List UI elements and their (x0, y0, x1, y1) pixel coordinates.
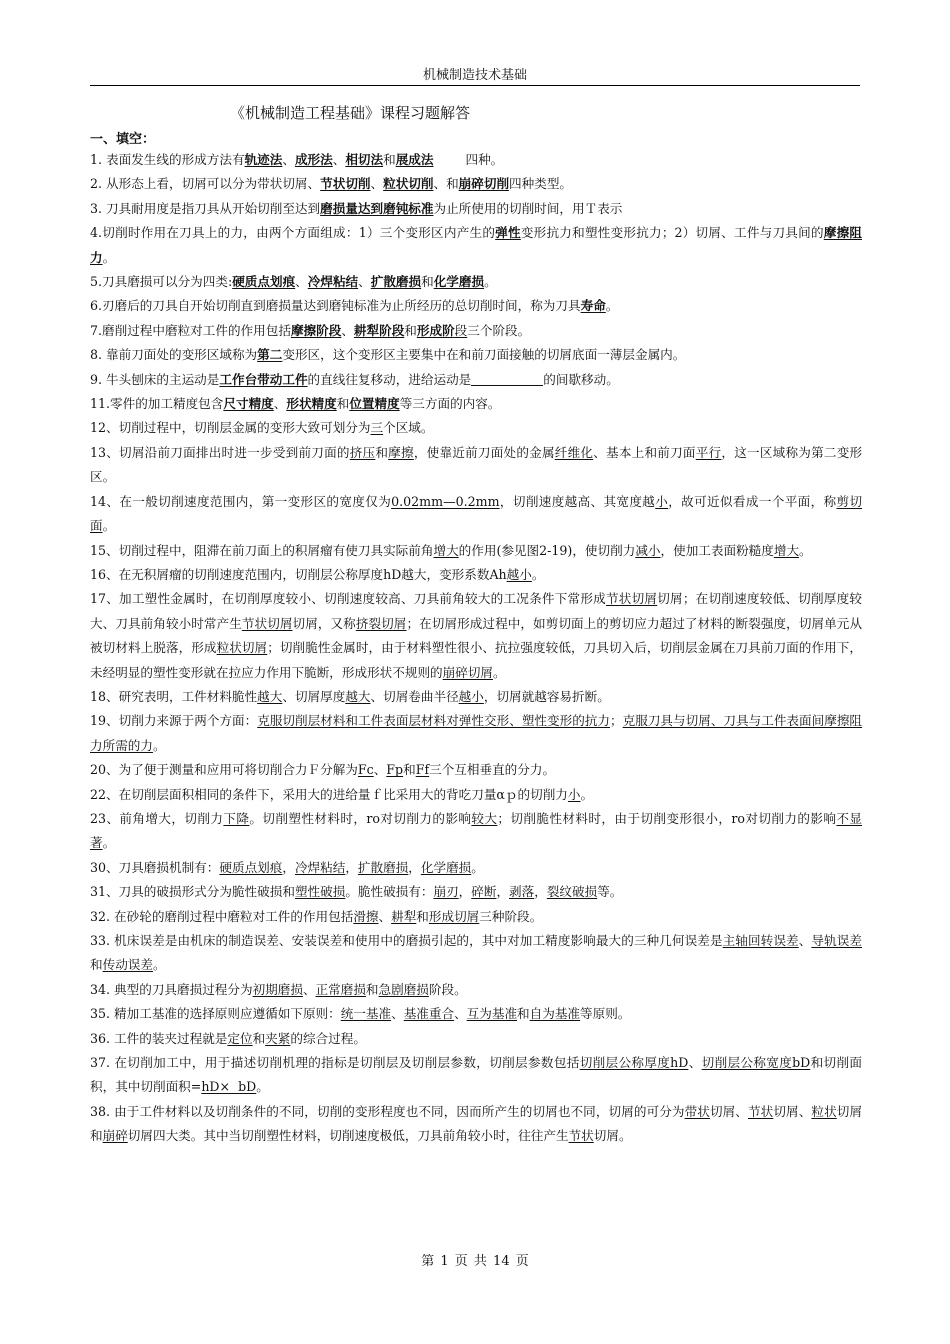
question-1: 1. 表面发生线的形成方法有轨迹法、成形法、相切法和展成法 四种。 (90, 152, 504, 167)
question-13: 13、切屑沿前刀面排出时进一步受到前刀面的挤压和摩擦，使靠近前刀面处的金属纤维化、基本上和前刀面平行，这一区域称为第二变形区。 (90, 444, 863, 485)
question-5: 5.刀具磨损可以分为四类:硬质点划痕、冷焊粘结、扩散磨损和化学磨损。 (90, 274, 497, 290)
question-34: 34. 典型的刀具磨损过程分为初期磨损、正常磨损和急剧磨损阶段。 (90, 981, 467, 997)
question-30: 30、刀具磨损机制有：硬质点划痕，冷焊粘结，扩散磨损，化学磨损。 (90, 859, 484, 875)
question-23: 23、前角增大，切削力下降。切削塑性材料时，ro对切削力的影响较大；切削脆性材料时，由于切削变形很小，ro对切削力的影响不显著。 (90, 810, 862, 851)
question-4: 4.切削时作用在刀具上的力，由两个方面组成：1）三个变形区内产生的弹性变形抗力和塑性变形抗力；2）切屑、工件与刀具间的摩擦阻力。 (90, 225, 863, 265)
question-19: 19、切削力来源于两个方面：克服切削层材料和工件表面层材料对弹性交形、塑性变形的抗力；克服刀具与切屑、刀具与工件表面间摩擦阻力所需的力。 (90, 713, 863, 753)
question-20: 20、为了便于测量和应用可将切削合力Ｆ分解为Fc、Fp和Ff三个互相垂直的分力。 (90, 762, 556, 778)
header-divider (90, 85, 860, 86)
page-footer: 第 1 页 共 14 页 (421, 1254, 529, 1269)
question-35: 35. 精加工基准的选择原则应遵循如下原则：统一基准、基准重合、互为基准和自为基准等原则。 (90, 1006, 631, 1022)
question-37: 37. 在切削加工中，用于描述切削机理的指标是切削层及切削层参数，切削层参数包括切削层公称厚度hD、切削层公称宽度bD和切削面积，其中切削面积=hD× bD。 (90, 1055, 862, 1095)
question-15: 15、切削过程中，阻滞在前刀面上的积屑瘤有使刀具实际前角增大的作用(参见图2-19)，使切削力减小，使加工表面粉糙度增大。 (90, 542, 812, 558)
question-list (90, 148, 862, 1149)
question-7: 7.磨削过程中磨粒对工件的作用包括摩擦阶段、耕犁阶段和形成阶段三个阶段。 (90, 322, 531, 338)
question-6: 6.刃磨后的刀具自开始切削直到磨损量达到磨钝标准为止所经历的总切削时间，称为刀具寿命。 (90, 298, 619, 314)
question-32: 32. 在砂轮的磨削过程中磨粒对工件的作用包括滑擦、耕犁和形成切屑三种阶段。 (90, 908, 543, 924)
blank-underline (471, 371, 543, 386)
question-38: 38. 由于工件材料以及切削条件的不同，切削的变形程度也不同，因而所产生的切屑也不同，切屑的可分为带状切屑、节状切屑、粒状切屑和崩碎切屑四大类。其中当切削塑性材料，切削速度极低，刀具前角较小时，往往产生节状切屑。 (90, 1103, 863, 1144)
question-33: 33. 机床误差是由机床的制造误差、安装误差和使用中的磨损引起的，其中对加工精度影响最大的三种几何误差是主轴回转误差、导轨误差和传动误差。 (90, 933, 863, 973)
question-17: 17、加工塑性金属时，在切削厚度较小、切削速度较高、刀具前角较大的工况条件下常形成节状切屑切屑；在切削速度较低、切削厚度较大、刀具前角较小时常产生节状切屑切屑，又称挤裂切屑；在切屑形成过程中，如剪切面上的剪切应力超过了材料的断裂强度，切屑单元从被切材料上脱落，形成粒状切屑；切削脆性金属时，由于材料塑性很小、抗拉强度较低，刀具切入后，切削层金属在刀具前刀面的作用下，未经明显的塑性变形就在拉应力作用下脆断，形成形状不规则的崩碎切屑。 (90, 591, 863, 680)
question-3: 3. 刀具耐用度是指刀具从开始切削至达到磨损量达到磨钝标准为止所使用的切削时间，用Ｔ表示 (90, 200, 623, 216)
question-14: 14、在一般切削速度范围内，第一变形区的宽度仅为0.02mm—0.2mm，切削速度越高、其宽度越小，故可近似看成一个平面，称剪切面。 (90, 493, 863, 534)
document-title: 《机械制造工程基础》课程习题解答 (230, 104, 471, 122)
question-18: 18、研究表明，工件材料脆性越大、切屑厚度越大、切屑卷曲半径越小，切屑就越容易折断。 (90, 688, 610, 704)
section-heading: 一、填空： (90, 132, 156, 147)
question-11: 11.零件的加工精度包含尺寸精度、形状精度和位置精度等三方面的内容。 (90, 396, 501, 412)
question-36: 36. 工件的装夹过程就是定位和夹紧的综合过程。 (90, 1030, 366, 1046)
question-8: 8. 靠前刀面处的变形区域称为第二变形区，这个变形区主要集中在和前刀面接触的切屑底面一薄层金属内。 (90, 347, 686, 363)
question-2: 2. 从形态上看，切屑可以分为带状切屑、节状切削、粒状切削、和崩碎切削四种类型。 (90, 176, 572, 192)
question-16: 16、在无积屑瘤的切削速度范围内，切削层公称厚度hD越大，变形系数Ah越小。 (90, 566, 545, 582)
question-22: 22、在切削层面积相同的条件下，采用大的进给量ｆ比采用大的背吃刀量αｐ的切削力小。 (90, 786, 594, 802)
page-header: 机械制造技术基础 (422, 68, 527, 83)
question-31: 31、刀具的破损形式分为脆性破损和塑性破损。脆性破损有：崩刃，碎断，剥落，裂纹破损等。 (90, 884, 623, 900)
question-9: 9. 牛头刨床的主运动是工作台带动工件的直线往复移动，进给运动是 的间歇移动。 (90, 371, 619, 387)
question-12: 12、切削过程中，切削层金属的变形大致可划分为三个区域。 (90, 420, 434, 436)
